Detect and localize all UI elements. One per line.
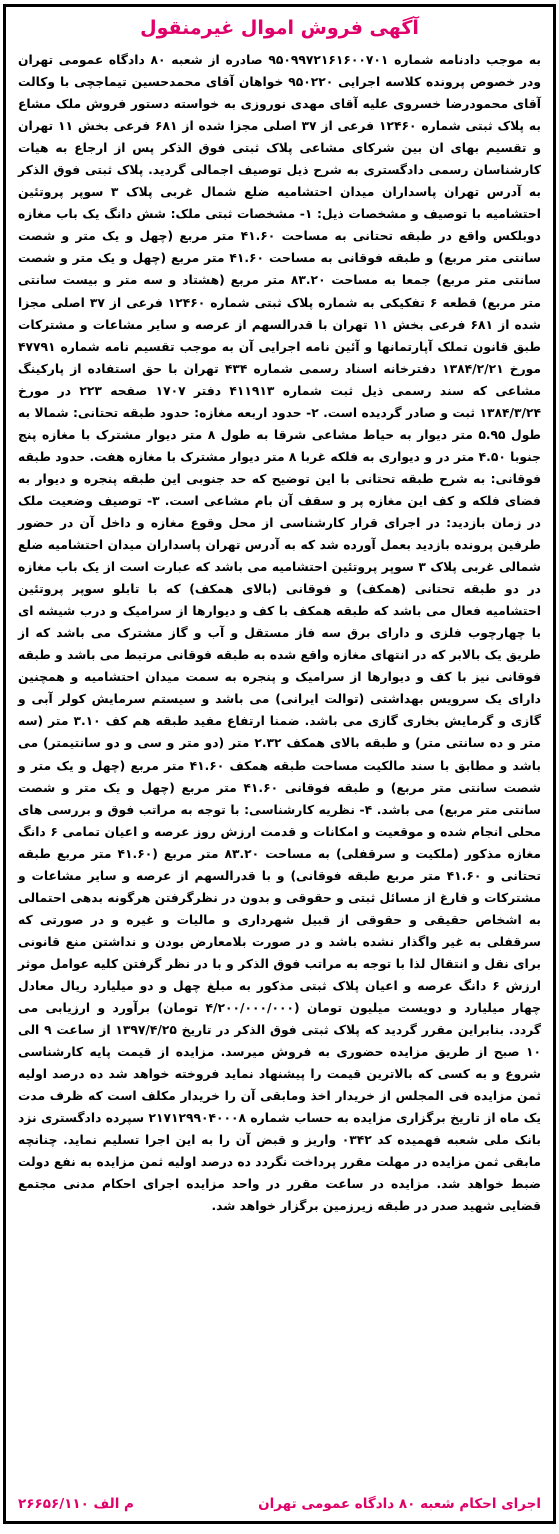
auction-notice — [3, 4, 556, 1524]
notice-title: آگهی فروش اموال غیرمنقول — [140, 17, 419, 39]
footer-organization: اجرای احکام شعبه ۸۰ دادگاه عمومی تهران — [258, 1496, 541, 1512]
footer-code: م الف ۲۶۶۵۶/۱۱۰ — [18, 1496, 134, 1512]
notice-body: به موجب دادنامه شماره ۹۵۰۹۹۷۲۱۶۱۶۰۰۷۰۱ صادره از شعبه ۸۰ دادگاه عمومی تهران ودر خصوص پرونده کلاسه اجرایی ۹۵۰۲۲۰ خواهان آقای محمدحسین تیماجچی با وکالت آقای محمودرضا خسروی علیه آقای مهدی نوروزی به خواسته دستور فروش ملک مشاع به پلاک ثبتی شماره ۱۲۴۶۰ فرعی از ۳۷ اصلی مجزا شده از ۶۸۱ فرعی بخش ۱۱ تهران و تقسیم بهای ان بین شرکای مشاعی پلاک ثبتی فوق الذکر پس از ارجاع به هیات کارشناسان رسمی دادگستری به شرح ذیل توصیف اجمالی گردید. پلاک ثبتی فوق الذکر به آدرس تهران پاسداران میدان احتشامیه ضلع شمال غربی پلاک ۳ سوپر پروتئین احتشامیه با توصیف و مشخصات ذیل: ۱- مشخصات ثبتی ملک: شش دانگ یک باب مغازه دوبلکس واقع در طبقه تحتانی به مساحت ۴۱.۶۰ متر مربع (چهل و یک متر و شصت سانتی متر مربع) و طبقه فوقانی به مساحت ۴۱.۶۰ متر مربع (چهل و یک متر و شصت سانتی متر مربع) جمعا به مساحت ۸۳.۲۰ متر مربع (هشتاد و سه متر و بیست سانتی متر مربع) قطعه ۶ تفکیکی به شماره پلاک ثبتی شماره ۱۲۴۶۰ فرعی از ۳۷ اصلی مجزا شده از ۶۸۱ فرعی بخش ۱۱ تهران با قدرالسهم از عرصه و سایر مشاعات و مشترکات طبق قانون تملک آپارتمانها و آئین نامه اجرایی آن به موجب تقسیم نامه شماره ۴۷۷۹۱ مورخ ۱۳۸۴/۲/۲۱ دفترخانه اسناد رسمی شماره ۴۳۴ تهران با حق استفاده از پارکینگ مشاعی که سند رسمی ذیل ثبت شماره ۴۱۱۹۱۳ دفتر ۱۷۰۷ صفحه ۲۲۳ در مورخ ۱۳۸۴/۳/۲۴ ثبت و صادر گردیده است. ۲- حدود اربعه مغازه: حدود طبقه تحتانی: شمالا به طول ۵.۹۵ متر دیوار به حیاط مشاعی شرقا به طول ۸ متر دیوار مشترک با مغازه پنج جنوبا ۴.۵۰ متر در و دیواری به فلکه غربا ۸ متر دیوار مشترک با مغازه هفت. حدود طبقه فوقانی: به شرح طبقه تحتانی با این توضیح که حد جنوبی این طبقه پنجره و دیوار به فضای فلکه و کف این مغازه پر و سقف آن بام مشاعی است. ۳- توصیف وضعیت ملک در زمان بازدید: در اجرای قرار کارشناسی از محل وقوع مغازه و داخل آن در حضور طرفین پرونده بازدید بعمل آورده شد که به آدرس تهران پاسداران میدان احتشامیه ضلع شمالی غربی پلاک ۳ سوپر پروتئین احتشامیه می باشد که عبارت است از یک باب مغازه در دو طبقه تحتانی (همکف) و فوقانی (بالای همکف) که با تابلو سوپر پروتئین احتشامیه فعال می باشد که طبقه همکف با کف و دیوارها از سرامیک و درب شیشه ای با چهارچوب فلزی و دارای برق سه فاز مستقل و آب و گاز مشترک می باشد که از طریق یک بالابر که در انتهای مغازه واقع شده به طبقه فوقانی مرتبط می باشد و طبقه فوقانی نیز با کف و دیوارها از سرامیک و پنجره به سمت میدان احتشامیه و همچنین دارای یک سرویس بهداشتی (توالت ایرانی) می باشد و سیستم سرمایش کولر آبی و گازی و گرمایش بخاری گازی می باشد. ضمنا ارتفاع مفید طبقه هم کف ۳.۱۰ متر (سه متر و ده سانتی متر) و طبقه بالای همکف ۲.۳۲ متر (دو متر و سی و دو سانتیمتر) می باشد و مطابق با سند مالکیت مساحت طبقه همکف ۴۱.۶۰ متر مربع (چهل و یک متر و شصت سانتی متر مربع) و طبقه فوقانی ۴۱.۶۰ متر مربع (چهل و یک متر و شصت سانتی متر مربع) می باشد. ۴- نظریه کارشناسی: با توجه به مراتب فوق و بررسی های محلی انجام شده و موقعیت و امکانات و قدمت ارزش روز عرصه و اعیان تمامی ۶ دانگ مغازه مذکور (ملکیت و سرقفلی) به مساحت ۸۳.۲۰ متر مربع (۴۱.۶۰ متر مربع طبقه تحتانی و ۴۱.۶۰ متر مربع طبقه فوقانی) و با قدرالسهم از عرصه و سایر مشاعات و مشترکات و فارغ از مسائل ثبتی و حقوقی و بدون در نظرگرفتن هرگونه بدهی احتمالی به اشخاص حقیقی و حقوقی از قبیل شهرداری و مالیات و غیره و در صورتی که سرقفلی به غیر واگذار نشده باشد و در صورت بلامعارض بودن و نداشتن منع قانونی برای نقل و انتقال لذا با توجه به مراتب فوق الذکر و با در نظر گرفتن کلیه عوامل موثر ارزش ۶ دانگ عرصه و اعیان پلاک ثبتی مذکور به مبلغ چهل و دو میلیارد ریال معادل چهار میلیارد و دویست میلیون تومان (۴/۲۰۰/۰۰۰/۰۰۰ تومان) برآورد و ارزیابی می گردد. بنابراین مقرر گردید که پلاک ثبتی فوق الذکر در تاریخ ۱۳۹۷/۴/۲۵ از ساعت ۹ الی ۱۰ صبح از طریق مزایده حضوری به فروش میرسد. مزایده از قیمت پایه کارشناسی شروع و به کسی که بالاترین قیمت را پیشنهاد نماید فروخته خواهد شد ده درصد اولیه ثمن مزایده فی المجلس از خریدار اخذ ومابقی آن را خریدار مکلف است که ظرف مدت یک ماه از تاریخ برگزاری مزایده به حساب شماره ۲۱۷۱۲۹۹۰۴۰۰۰۸ سپرده دادگستری نزد بانک ملی شعبه فهمیده کد ۰۳۴۲ واریز و قبض آن را به این اجرا تسلیم نماید. چنانچه مابقی ثمن مزایده در مهلت مقرر پرداخت نگردد ده درصد اولیه ثمن مزایده به نفع دولت ضبط خواهد شد. مزایده در ساعت مقرر در واحد مزایده اجرای احکام مدنی مجتمع قضایی شهید صدر در طبقه زیرزمین برگزار خواهد شد. — [17, 53, 542, 1214]
notice-footer — [18, 1493, 541, 1515]
